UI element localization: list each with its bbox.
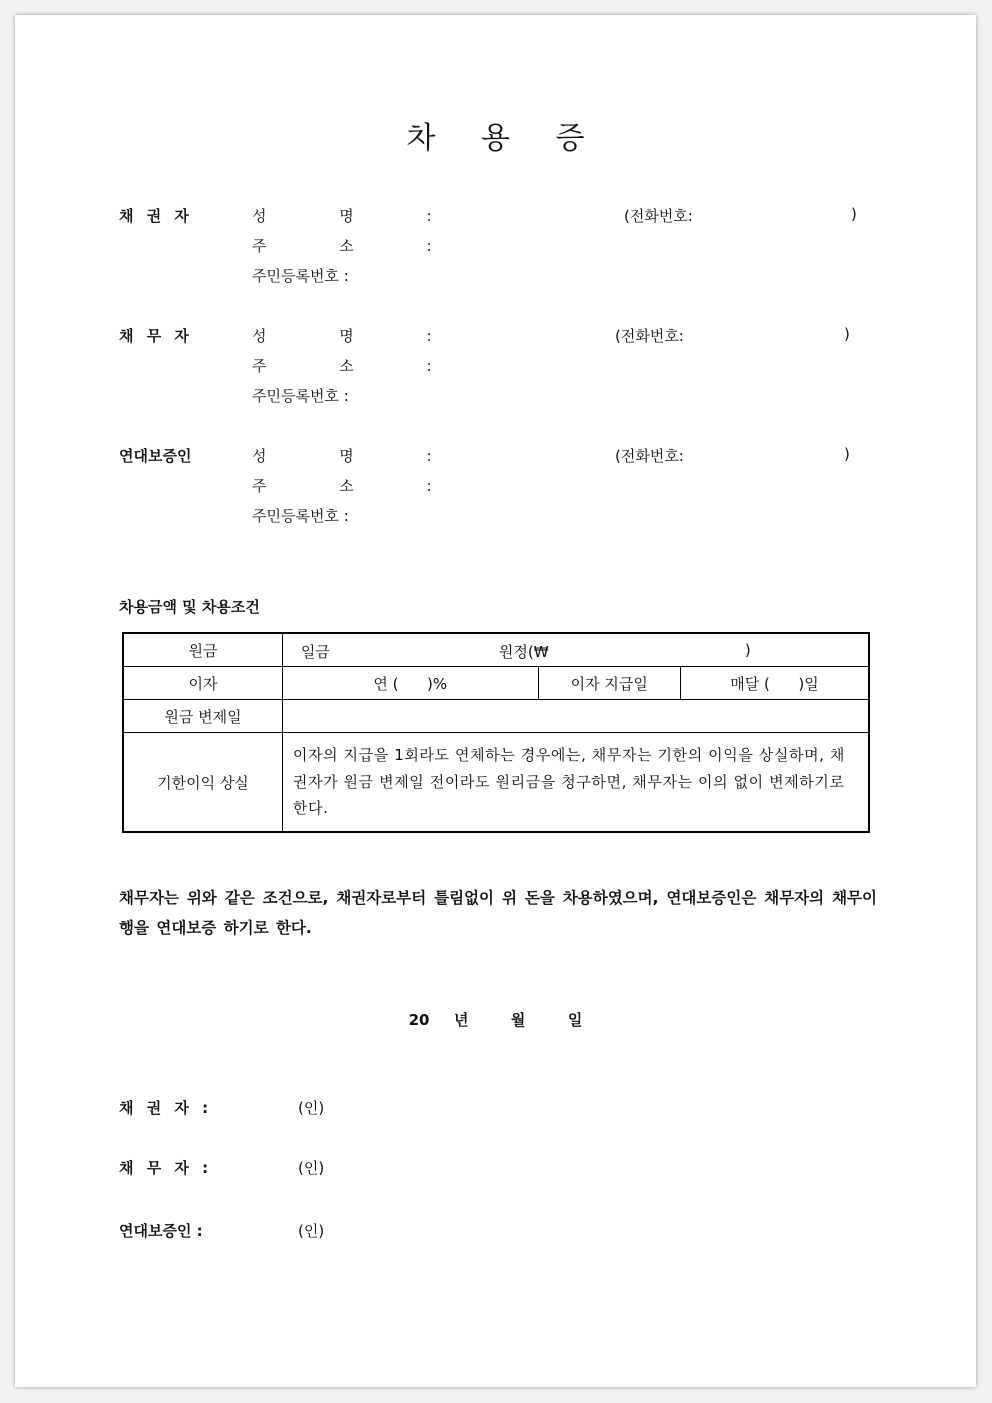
interest-rate: 연 ( )% bbox=[282, 667, 538, 700]
guarantor-name-label: 성 명 : bbox=[252, 447, 432, 465]
acceleration-label: 기한이익 상실 bbox=[123, 733, 282, 833]
signature-creditor-seal: (인) bbox=[298, 1099, 325, 1117]
creditor-phone-close: ) bbox=[851, 205, 857, 223]
terms-heading: 차용금액 및 차용조건 bbox=[119, 598, 260, 616]
guarantor-id-label: 주민등록번호 : bbox=[252, 507, 349, 525]
repayment-label: 원금 변제일 bbox=[123, 700, 282, 733]
signature-guarantor-label: 연대보증인 : bbox=[119, 1222, 203, 1240]
debtor-name-label: 성 명 : bbox=[252, 327, 432, 345]
debtor-id-label: 주민등록번호 : bbox=[252, 387, 349, 405]
payment-day-label: 이자 지급일 bbox=[538, 667, 680, 700]
signature-guarantor-seal: (인) bbox=[298, 1222, 325, 1240]
date-line bbox=[15, 1009, 976, 1030]
debtor-address-label: 주 소 : bbox=[252, 357, 432, 375]
interest-label: 이자 bbox=[123, 667, 282, 700]
date-year-unit: 년 bbox=[453, 1011, 469, 1029]
date-year-prefix: 20 bbox=[408, 1011, 430, 1029]
signature-debtor-seal: (인) bbox=[298, 1159, 325, 1177]
terms-table bbox=[122, 632, 870, 833]
creditor-id-label: 주민등록번호 : bbox=[252, 267, 349, 285]
acceleration-row bbox=[123, 733, 869, 833]
principal-close: ) bbox=[744, 641, 751, 659]
debtor-phone-close: ) bbox=[844, 325, 850, 343]
interest-row bbox=[123, 667, 869, 700]
repayment-value bbox=[282, 700, 869, 733]
signature-creditor-label: 채 권 자 : bbox=[119, 1099, 209, 1117]
repayment-row bbox=[123, 700, 869, 733]
principal-row bbox=[123, 633, 869, 667]
principal-suffix: 원정(₩ bbox=[498, 643, 549, 661]
debtor-phone-label: (전화번호: bbox=[615, 327, 684, 345]
creditor-phone-label: (전화번호: bbox=[624, 207, 693, 225]
guarantor-phone-label: (전화번호: bbox=[615, 447, 684, 465]
guarantor-address-label: 주 소 : bbox=[252, 477, 432, 495]
principal-prefix: 일금 bbox=[300, 643, 330, 661]
statement-paragraph: 채무자는 위와 같은 조건으로, 채권자로부터 틀림없이 위 돈을 차용하였으며, 연대보증인은 채무자의 채무이행을 연대보증 하기로 한다. bbox=[119, 889, 877, 937]
creditor-name-label: 성 명 : bbox=[252, 207, 432, 225]
guarantor-phone-close: ) bbox=[844, 445, 850, 463]
creditor-address-label: 주 소 : bbox=[252, 237, 432, 255]
date-day-unit: 일 bbox=[567, 1011, 583, 1029]
signature-debtor-label: 채 무 자 : bbox=[119, 1159, 209, 1177]
date-month-unit: 월 bbox=[510, 1011, 526, 1029]
principal-value-cell bbox=[282, 633, 869, 667]
payment-day-value: 매달 ( )일 bbox=[680, 667, 869, 700]
document-title: 차 용 증 bbox=[406, 121, 603, 156]
guarantor-label: 연대보증인 bbox=[119, 447, 192, 465]
document-page bbox=[15, 15, 976, 1387]
creditor-label: 채 권 자 bbox=[119, 207, 189, 225]
acceleration-text: 이자의 지급을 1회라도 연체하는 경우에는, 채무자는 기한의 이익을 상실하며, 채권자가 원금 변제일 전이라도 원리금을 청구하면, 채무자는 이의 없이 변제하기로 한다. bbox=[282, 733, 869, 833]
principal-label: 원금 bbox=[123, 633, 282, 667]
debtor-label: 채 무 자 bbox=[119, 327, 189, 345]
